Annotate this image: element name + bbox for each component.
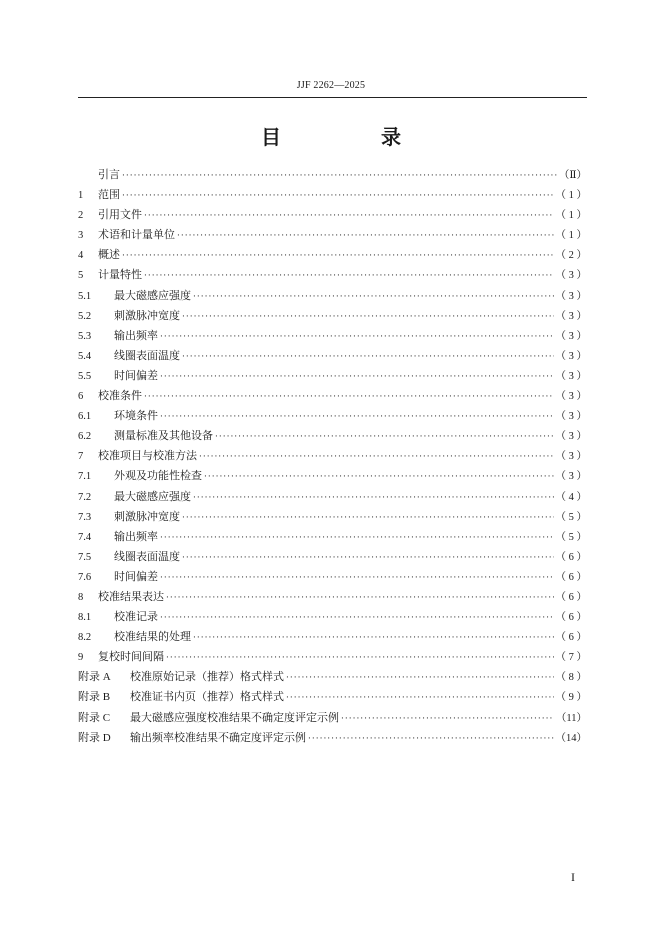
toc-entry-label: 引用文件 — [98, 208, 142, 222]
toc-entry-label: 时间偏差 — [114, 368, 158, 382]
toc-entry-number: 7.1 — [78, 471, 92, 483]
toc-entry-number: 4 — [78, 250, 84, 262]
toc-entry-number: 附录 D — [78, 731, 111, 744]
toc-entry-number: 7.5 — [78, 551, 92, 563]
toc-leader-dots — [144, 266, 554, 286]
toc-leader-dots — [215, 427, 554, 447]
toc-entry-number: 6.2 — [78, 431, 92, 443]
toc-entry-page: （ 9 ） — [555, 692, 587, 704]
toc-entry-page: （ 3 ） — [555, 471, 587, 483]
toc-entry-number: 5.5 — [78, 370, 92, 382]
toc-leader-dots — [160, 367, 554, 387]
toc-entry[interactable] — [78, 426, 587, 446]
toc-entry-number: 2 — [78, 210, 84, 222]
toc-entry-number: 3 — [78, 230, 84, 242]
toc-entry-label: 刺激脉冲宽度 — [114, 509, 180, 523]
toc-entry[interactable] — [78, 507, 587, 527]
toc-entry-number: 附录 A — [78, 671, 111, 684]
toc-entry[interactable] — [78, 667, 587, 687]
toc-entry-label: 校准项目与校准方法 — [98, 449, 197, 463]
toc-entry-page: （ 3 ） — [555, 350, 587, 362]
toc-entry-page: （ 7 ） — [555, 652, 587, 664]
toc-entry-label: 外观及功能性检查 — [114, 469, 202, 483]
toc-entry-page: （ 1 ） — [555, 230, 587, 242]
toc-entry-page: （ 3 ） — [555, 370, 587, 382]
toc-leader-dots — [182, 307, 554, 327]
toc-entry-page: （ 1 ） — [555, 210, 587, 222]
toc-entry-page: （ 3 ） — [555, 391, 587, 403]
toc-entry-label: 范围 — [98, 188, 120, 202]
toc-leader-dots — [341, 709, 554, 729]
toc-entry[interactable] — [78, 708, 587, 728]
toc-entry[interactable] — [78, 386, 587, 406]
toc-entry-page: （ 6 ） — [555, 571, 587, 583]
toc-entry-number: 7 — [78, 451, 84, 463]
toc-entry-page: （ 6 ） — [555, 632, 587, 644]
toc-entry[interactable] — [78, 647, 587, 667]
header-divider — [78, 97, 587, 98]
toc-leader-dots — [160, 407, 554, 427]
toc-entry[interactable] — [78, 567, 587, 587]
toc-entry[interactable] — [78, 346, 587, 366]
toc-entry-page: （ 3 ） — [555, 290, 587, 302]
toc-entry-label: 术语和计量单位 — [98, 228, 175, 242]
toc-entry-page: （ 3 ） — [555, 411, 587, 423]
toc-leader-dots — [160, 327, 554, 347]
toc-leader-dots — [166, 648, 554, 668]
toc-entry-label: 复校时间间隔 — [98, 650, 164, 664]
toc-entry-number: 8.2 — [78, 632, 92, 644]
toc-entry-label: 最大磁感应强度校准结果不确定度评定示例 — [130, 710, 339, 724]
toc-entry-page: （ 5 ） — [555, 531, 587, 543]
toc-entry-label: 校准结果表达 — [98, 589, 164, 603]
toc-entry[interactable] — [78, 627, 587, 647]
toc-entry-page: （ 2 ） — [555, 250, 587, 262]
toc-entry-label: 环境条件 — [114, 409, 158, 423]
toc-entry[interactable] — [78, 687, 587, 707]
toc-entry[interactable] — [78, 165, 587, 185]
toc-entry-number: 8 — [78, 591, 84, 603]
toc-entry-label: 输出频率 — [114, 529, 158, 543]
toc-entry-page: （ 3 ） — [555, 270, 587, 282]
toc-leader-dots — [286, 688, 554, 708]
toc-entry-page: （ 5 ） — [555, 511, 587, 523]
toc-entry-label: 校准原始记录（推荐）格式样式 — [130, 670, 284, 684]
toc-entry[interactable] — [78, 326, 587, 346]
toc-entry[interactable] — [78, 527, 587, 547]
toc-entry-label: 校准条件 — [98, 389, 142, 403]
toc-entry[interactable] — [78, 446, 587, 466]
toc-entry-page: （11） — [555, 712, 587, 724]
toc-entry-label: 计量特性 — [98, 268, 142, 282]
toc-entry-number: 附录 C — [78, 711, 111, 724]
toc-entry[interactable] — [78, 286, 587, 306]
toc-entry[interactable] — [78, 406, 587, 426]
toc-leader-dots — [193, 628, 554, 648]
toc-leader-dots — [199, 447, 554, 467]
toc-entry-number: 6.1 — [78, 411, 92, 423]
toc-entry-label: 线圈表面温度 — [114, 348, 180, 362]
toc-entry-label: 最大磁感应强度 — [114, 489, 191, 503]
toc-entry-page: （ 1 ） — [555, 190, 587, 202]
toc-entry-page: （ 3 ） — [555, 431, 587, 443]
toc-leader-dots — [286, 668, 554, 688]
toc-entry[interactable] — [78, 547, 587, 567]
toc-entry-label: 校准证书内页（推荐）格式样式 — [130, 690, 284, 704]
toc-entry-label: 概述 — [98, 248, 120, 262]
toc-leader-dots — [144, 387, 554, 407]
toc-entry-number: 7.4 — [78, 531, 92, 543]
toc-entry[interactable] — [78, 225, 587, 245]
toc-entry[interactable] — [78, 607, 587, 627]
toc-entry-number: 6 — [78, 391, 84, 403]
toc-entry-page: （ 6 ） — [555, 591, 587, 603]
toc-entry-number: 5.4 — [78, 350, 92, 362]
toc-entry-label: 线圈表面温度 — [114, 549, 180, 563]
toc-entry-page: （ 6 ） — [555, 612, 587, 624]
toc-entry-number: 8.1 — [78, 612, 92, 624]
toc-entry-number: 7.3 — [78, 511, 92, 523]
toc-leader-dots — [308, 729, 554, 749]
toc-entry-page: （ 3 ） — [555, 310, 587, 322]
toc-entry-number: 7.2 — [78, 491, 92, 503]
toc-entry[interactable] — [78, 366, 587, 386]
toc-entry-page: （ 3 ） — [555, 330, 587, 342]
toc-entry[interactable] — [78, 306, 587, 326]
toc-leader-dots — [193, 287, 554, 307]
page-number: I — [571, 870, 575, 884]
toc-leader-dots — [204, 467, 554, 487]
toc-entry[interactable] — [78, 205, 587, 225]
toc-entry[interactable] — [78, 466, 587, 486]
page-title: 目 录 — [261, 125, 441, 149]
toc-entry-label: 校准结果的处理 — [114, 630, 191, 644]
toc-entry-number: 9 — [78, 652, 84, 664]
toc-entry-label: 输出频率 — [114, 328, 158, 342]
toc-entry[interactable] — [78, 245, 587, 265]
toc-entry-page: （Ⅱ） — [558, 170, 587, 181]
toc-leader-dots — [122, 166, 557, 186]
toc-entry-number: 1 — [78, 190, 84, 202]
toc-leader-dots — [182, 508, 554, 528]
toc-leader-dots — [193, 488, 554, 508]
toc-leader-dots — [122, 246, 554, 266]
document-code-header: JJF 2262—2025 — [296, 80, 366, 91]
toc-leader-dots — [160, 608, 554, 628]
toc-entry-number: 5.3 — [78, 330, 92, 342]
toc-leader-dots — [144, 206, 554, 226]
toc-entry-number: 5.1 — [78, 290, 92, 302]
toc-entry[interactable] — [78, 728, 587, 748]
toc-leader-dots — [160, 568, 554, 588]
toc-leader-dots — [182, 548, 554, 568]
toc-leader-dots — [122, 186, 554, 206]
toc-entry-page: （ 4 ） — [555, 491, 587, 503]
toc-entry[interactable] — [78, 487, 587, 507]
toc-entry-page: （ 8 ） — [555, 672, 587, 684]
toc-entry-page: （ 6 ） — [555, 551, 587, 563]
toc-leader-dots — [160, 528, 554, 548]
toc-entry-label: 引言 — [98, 168, 120, 181]
toc-entry-number: 附录 B — [78, 691, 111, 704]
toc-entry-label: 校准记录 — [114, 610, 158, 624]
toc-entry-page: （14） — [555, 732, 587, 744]
table-of-contents — [78, 165, 587, 748]
toc-entry-label: 输出频率校准结果不确定度评定示例 — [130, 730, 306, 744]
toc-entry-number: 7.6 — [78, 571, 92, 583]
toc-leader-dots — [166, 588, 554, 608]
toc-leader-dots — [177, 226, 554, 246]
toc-entry-label: 测量标准及其他设备 — [114, 429, 213, 443]
toc-entry-label: 最大磁感应强度 — [114, 288, 191, 302]
toc-entry-label: 刺激脉冲宽度 — [114, 308, 180, 322]
toc-entry-number: 5.2 — [78, 310, 92, 322]
toc-entry[interactable] — [78, 587, 587, 607]
toc-entry[interactable] — [78, 185, 587, 205]
toc-entry-label: 时间偏差 — [114, 569, 158, 583]
toc-entry-number: 5 — [78, 270, 84, 282]
toc-entry[interactable] — [78, 265, 587, 285]
toc-leader-dots — [182, 347, 554, 367]
toc-entry-page: （ 3 ） — [555, 451, 587, 463]
